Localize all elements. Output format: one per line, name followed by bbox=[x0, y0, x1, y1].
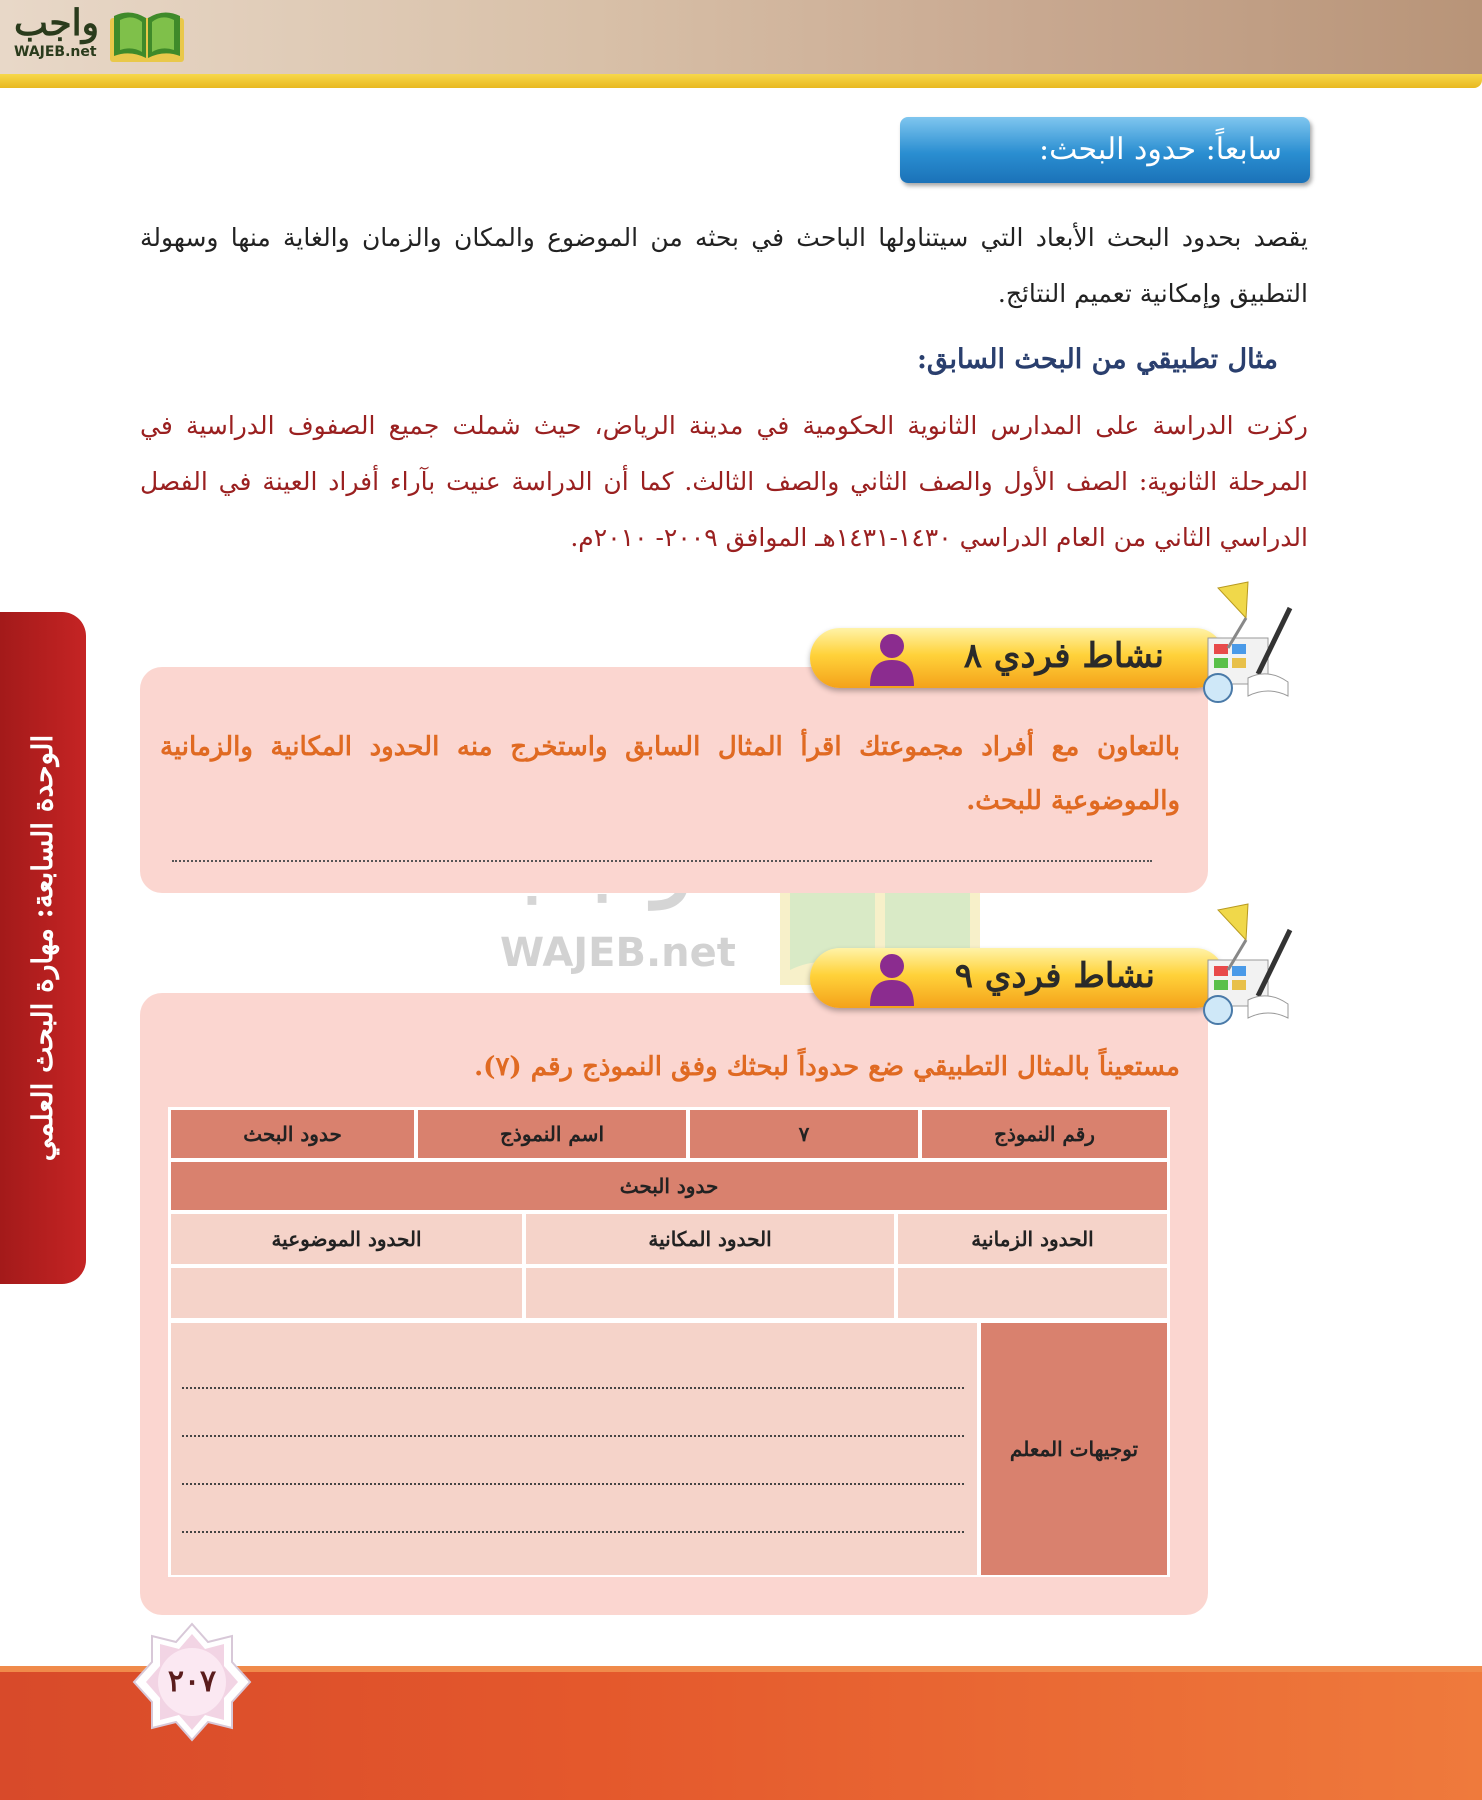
teacher-notes-area[interactable] bbox=[171, 1323, 977, 1575]
model-number-value: ٧ bbox=[690, 1110, 918, 1158]
activity8-title: نشاط فردي ٨ bbox=[963, 636, 1164, 676]
teacher-notes-line bbox=[182, 1387, 964, 1389]
desk-lamp-pen-icon bbox=[1178, 900, 1296, 1030]
research-limits-header: حدود البحث bbox=[171, 1162, 1167, 1210]
subject-limits-input[interactable] bbox=[171, 1268, 522, 1318]
subject-limits-label: الحدود الموضوعية bbox=[171, 1214, 522, 1264]
activity8-instruction: بالتعاون مع أفراد مجموعتك اقرأ المثال السابق واستخرج منه الحدود المكانية والزمانية والموضوعية للبحث. bbox=[160, 732, 1180, 816]
temporal-limits-input[interactable] bbox=[898, 1268, 1167, 1318]
model-name-label: اسم النموذج bbox=[418, 1110, 686, 1158]
teacher-notes-label: توجيهات المعلم bbox=[981, 1323, 1167, 1575]
section-title: سابعاً: حدود البحث: bbox=[1038, 132, 1282, 167]
page-number: ٢٠٧ bbox=[167, 1664, 217, 1699]
spatial-limits-input[interactable] bbox=[526, 1268, 894, 1318]
watermark-english: WAJEB.net bbox=[500, 930, 736, 976]
example-heading: مثال تطبيقي من البحث السابق: bbox=[916, 344, 1278, 375]
header-banner bbox=[0, 0, 1482, 76]
example-paragraph: ركزت الدراسة على المدارس الثانوية الحكومية في مدينة الرياض، حيث شملت جميع الصفوف الدراسية في المرحلة الثانوية: الصف الأول والصف الثاني والصف الثالث. كما أن الدراسة عنيت بآراء أفراد العينة في الفصل الدراسي الثاني من العام الدراسي ١٤٣٠-١٤٣١هـ الموافق ٢٠٠٩- ٢٠١٠م. bbox=[140, 411, 1308, 552]
activity9-title: نشاط فردي ٩ bbox=[954, 956, 1155, 996]
book-logo-icon bbox=[108, 6, 186, 64]
logo-arabic: واجب bbox=[14, 2, 99, 44]
research-limits-label: حدود البحث bbox=[171, 1110, 414, 1158]
teacher-notes-line bbox=[182, 1483, 964, 1485]
desk-lamp-pen-icon bbox=[1178, 578, 1296, 708]
person-icon bbox=[868, 632, 916, 686]
intro-paragraph: يقصد بحدود البحث الأبعاد التي سيتناولها الباحث في بحثه من الموضوع والمكان والزمان والغاية منها وسهولة التطبيق وإمكانية تعميم النتائج. bbox=[140, 223, 1308, 308]
teacher-notes-line bbox=[182, 1435, 964, 1437]
unit-side-tab-label: الوحدة السابعة: مهارة البحث العلمي bbox=[26, 734, 59, 1162]
spatial-limits-label: الحدود المكانية bbox=[526, 1214, 894, 1264]
model-number-label: رقم النموذج bbox=[922, 1110, 1167, 1158]
header-divider bbox=[0, 74, 1482, 88]
logo-english: WAJEB.net bbox=[14, 44, 97, 60]
activity9-instruction: مستعيناً بالمثال التطبيقي ضع حدوداً لبحثك وفق النموذج رقم (٧). bbox=[474, 1052, 1180, 1082]
teacher-notes-line bbox=[182, 1531, 964, 1533]
research-limits-table bbox=[168, 1107, 1170, 1577]
temporal-limits-label: الحدود الزمانية bbox=[898, 1214, 1167, 1264]
activity8-answer-line[interactable] bbox=[172, 860, 1152, 862]
person-icon bbox=[868, 952, 916, 1006]
